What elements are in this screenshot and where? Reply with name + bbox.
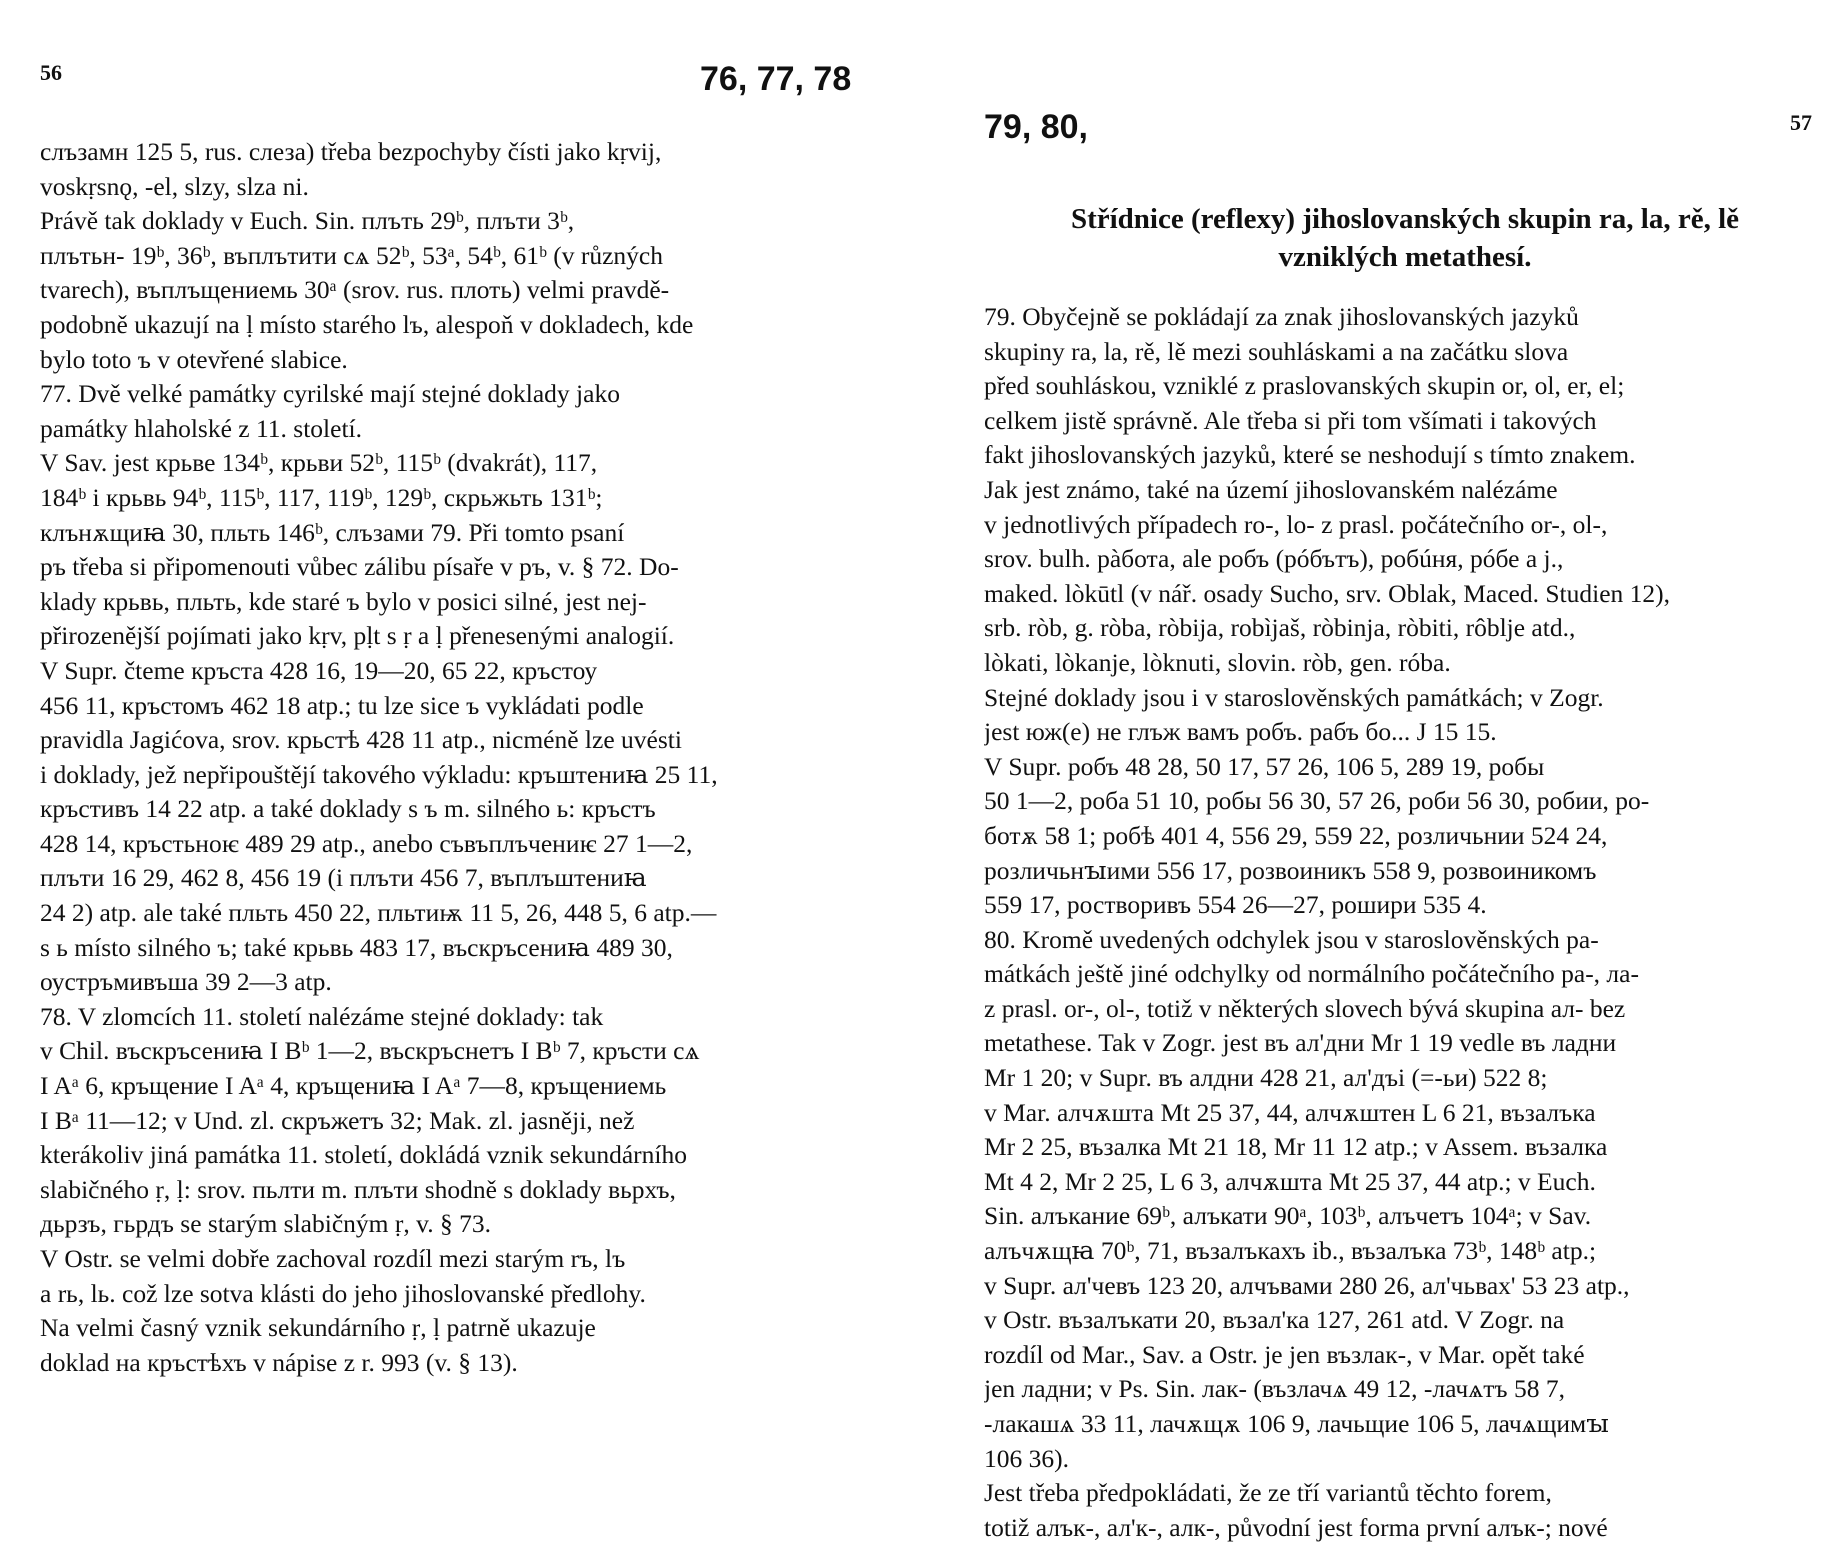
left-page (0, 0, 900, 1500)
text-line: mátkách ještě jiné odchylky od normálního počátečního ра-, ла- (984, 959, 1639, 989)
text-line: Mr 2 25, възалка Mt 21 18, Mr 11 12 atp.; v Assem. възалка (984, 1132, 1608, 1162)
text-line: 24 2) atp. ale také пльть 450 22, пльтиѭ 11 5, 26, 448 5, 6 atp.— (40, 898, 717, 928)
text-line: pravidla Jagićova, srov. крьстѣ 428 11 atp., nicméně lze uvésti (40, 725, 682, 755)
text-line: s ь místo silného ъ; také крьвь 483 17, въскръсениꙗ 489 30, (40, 932, 673, 962)
text-line: ръ třeba si připomenouti vůbec zálibu písaře v ръ, v. § 72. Do- (40, 552, 679, 582)
text-line: 50 1—2, роба 51 10, робы 56 30, 57 26, роби 56 30, робии, ро- (984, 786, 1650, 816)
text-line: Sin. алъканиe 69ᵇ, алъкати 90ᵃ, 103ᵇ, алъчетъ 104ᵃ; v Sav. (984, 1201, 1592, 1231)
text-line: jen ладни; v Ps. Sin. лак- (възлачѧ 49 12, -лачѧтъ 58 7, (984, 1374, 1565, 1404)
text-line: před souhláskou, vzniklé z praslovanských skupin or, ol, er, el; (984, 371, 1625, 401)
text-line: слъзамн 125 5, rus. слеза) třeba bezpochyby čísti jako kṛvij, (40, 137, 662, 166)
text-line: z prasl. or-, ol-, totiž v některých slovech bývá skupina ал- bez (984, 993, 1626, 1023)
text-line: Na velmi časný vznik sekundárního ṛ, ḷ patrně ukazuje (40, 1313, 596, 1343)
text-line: rozdíl od Mar., Sav. a Ostr. je jen възлак-, v Mar. opět také (984, 1339, 1585, 1369)
text-line: kterákoliv jiná památka 11. století, dokládá vznik sekundárního (40, 1140, 688, 1170)
text-line: V Sav. jest крьве 134ᵇ, крьви 52ᵇ, 115ᵇ (dvakrát), 117, (40, 448, 598, 478)
text-line: плътьн- 19ᵇ, 36ᵇ, въплътити сѧ 52ᵇ, 53ᵃ, 54ᵇ, 61ᵇ (v různých (40, 240, 663, 270)
section-header: 76, 77, 78 (700, 60, 852, 98)
text-line: Mr 1 20; v Supr. въ алдни 428 21, ал'дъі (=-ьи) 522 8; (984, 1063, 1548, 1093)
text-line: skupiny ra, la, rě, lě mezi souhláskami a na začátku slova (984, 336, 1569, 366)
text-line: v Ostr. възалъкати 20, възал'ка 127, 261 atd. V Zogr. na (984, 1305, 1565, 1335)
text-line: V Ostr. se velmi dobře zachoval rozdíl mezi starým rъ, lъ (40, 1244, 626, 1273)
text-line: I Aᵃ 6, кръщение I Aᵃ 4, кръщениꙗ I Aᵃ 7—8, кръщениемь (40, 1071, 667, 1101)
section-header: 79, 80, (984, 108, 1088, 146)
text-line: I Bᵃ 11—12; v Und. zl. скръжетъ 32; Mak. zl. jasněji, než (40, 1105, 635, 1135)
text-line: 106 36). (984, 1443, 1069, 1473)
page-number: 56 (40, 60, 62, 85)
text-line: Stejné doklady jsou i v staroslověnských památkách; v Zogr. (984, 682, 1604, 712)
text-line: doklad на кръстѣхъ v nápise z r. 993 (v. § 13). (40, 1347, 518, 1377)
text-line: tvarech), въплъщениемь 30ᵃ (srov. rus. плоть) velmi pravdě- (40, 275, 670, 305)
text-line: bylo toto ъ v otevřené slabice. (40, 344, 348, 374)
text-line: voskṛsnǫ, -el, slzy, slza ni. (40, 171, 309, 201)
text-line: celkem jistě správně. Ale třeba si při tom všímati i takových (984, 405, 1597, 435)
text-line: srov. bulh. pàбота, ale робъ (рóбътъ), робúня, рóбе a j., (984, 544, 1564, 574)
chapter-title (984, 200, 1826, 276)
text-line: Jest třeba předpokládati, že ze tří variantů těchto forem, (984, 1478, 1552, 1508)
text-line: 456 11, кръстомъ 462 18 atp.; tu lze sice ъ vykládati podle (40, 690, 644, 720)
text-line: -лакашѧ 33 11, лачѫщѫ 106 9, лачьщие 106 5, лачѧщимꙑ (984, 1409, 1609, 1438)
text-line: 428 14, кръстьноѥ 489 29 atp., anebo съвъплъчениѥ 27 1—2, (40, 828, 693, 858)
page-number: 57 (1790, 110, 1812, 135)
text-line: v Chil. въскръсениꙗ I Bᵇ 1—2, въскръснетъ I Bᵇ 7, кръсти сѧ (40, 1036, 700, 1066)
text-line: дьрзъ, гьрдъ se starým slabičným ṛ, v. § 73. (40, 1209, 491, 1239)
right-page (960, 0, 1844, 1542)
text-line: srb. ròb, g. ròba, ròbija, robìjaš, ròbinja, ròbiti, rôblje atd., (984, 613, 1576, 643)
text-line: v jednotlivých případech ro-, lo- z prasl. počátečního or-, ol-, (984, 509, 1608, 539)
text-line: Jak jest známo, také na území jihoslovanském nalézáme (984, 474, 1558, 504)
text-line: плъти 16 29, 462 8, 456 19 (i плъти 456 7, въплъштениꙗ (40, 863, 647, 893)
text-line: 559 17, ростворивъ 554 26—27, рошири 535 4. (984, 890, 1487, 920)
text-line: metathese. Tak v Zogr. jest въ ал'дни Mr 1 19 vedle въ ладни (984, 1028, 1617, 1058)
page-text (40, 135, 870, 1380)
text-line: алъчѫщꙗ 70ᵇ, 71, възалъкахъ ib., възалъка 73ᵇ, 148ᵇ atp.; (984, 1236, 1597, 1266)
text-line: клънѫщиꙗ 30, пльть 146ᵇ, слъзами 79. Při tomto psaní (40, 517, 625, 547)
text-line: v Mar. алчѫшта Mt 25 37, 44, алчѫштен L 6 21, възалъка (984, 1097, 1596, 1127)
chapter-title-line: Střídnice (reflexy) jihoslovanských skupin ra, la, rě, lě (1070, 203, 1740, 235)
text-line: 80. Kromě uvedených odchylek jsou v staroslověnských pa- (984, 924, 1599, 954)
text-line: fakt jihoslovanských jazyků, které se neshodují s tímto znakem. (984, 440, 1636, 470)
text-line: přirozenější pojímati jako kṛv, pḷt s ṛ a ḷ přenesenými analogií. (40, 621, 675, 651)
text-line: ботѫ 58 1; робѣ 401 4, 556 29, 559 22, розличьнии 524 24, (984, 820, 1608, 850)
text-line: V Supr. čteme кръста 428 16, 19—20, 65 22, кръстоу (40, 655, 598, 685)
text-line: кръстивъ 14 22 atp. a také doklady s ъ m. silného ь: кръстъ (40, 794, 656, 824)
text-line: Právě tak doklady v Euch. Sin. плъть 29ᵇ, плъти 3ᵇ, (40, 206, 575, 236)
text-line: 78. V zlomcích 11. století nalézáme stejné doklady: tak (40, 1001, 604, 1031)
text-line: památky hlaholské z 11. století. (40, 413, 362, 443)
text-line: lòkati, lòkanje, lòknuti, slovin. ròb, gen. róba. (984, 647, 1451, 677)
text-line: jest юж(е) не глъж вамъ робъ. рабъ бо... J 15 15. (984, 717, 1497, 747)
text-line: podobně ukazují na ḷ místo starého lъ, alespoň v dokladech, kde (40, 309, 694, 339)
text-line: klady крьвь, пльть, kde staré ъ bylo v posici silné, jest nej- (40, 586, 647, 616)
text-line: розличьнꙑими 556 17, розвоиникъ 558 9, розвоиникомъ (984, 855, 1597, 885)
text-line: slabičného ṛ, ḷ: srov. пьлти m. плъти shodně s doklady вьрхъ, (40, 1174, 676, 1204)
text-line: totiž алък-, ал'к-, алк-, původní jest forma první алък-; nové (984, 1512, 1608, 1542)
text-line: 79. Obyčejně se pokládají za znak jihoslovanských jazyků (984, 302, 1579, 331)
chapter-title-line: vzniklých metathesí. (1278, 241, 1532, 273)
text-line: maked. lòkūtl (v nář. osady Sucho, srv. Oblak, Maced. Studien 12), (984, 578, 1671, 608)
text-line: 184ᵇ i крьвь 94ᵇ, 115ᵇ, 117, 119ᵇ, 129ᵇ, скрьжьть 131ᵇ; (40, 482, 603, 512)
page-text (984, 300, 1826, 1545)
text-line: a rь, lь. což lze sotva klásti do jeho jihoslovanské předlohy. (40, 1278, 646, 1308)
text-line: V Supr. робъ 48 28, 50 17, 57 26, 106 5, 289 19, робы (984, 751, 1545, 781)
text-line: оустръмивъша 39 2—3 atp. (40, 967, 332, 997)
text-line: 77. Dvě velké památky cyrilské mají stejné doklady jako (40, 379, 620, 409)
text-line: v Supr. ал'чевъ 123 20, алчъвами 280 26, ал'чьвах' 53 23 atp., (984, 1270, 1630, 1300)
text-line: i doklady, jež nepřipouštějí takového výkladu: кръштениꙗ 25 11, (40, 759, 718, 789)
text-line: Mt 4 2, Mr 2 25, L 6 3, алчѫшта Mt 25 37, 44 atp.; v Euch. (984, 1166, 1596, 1196)
